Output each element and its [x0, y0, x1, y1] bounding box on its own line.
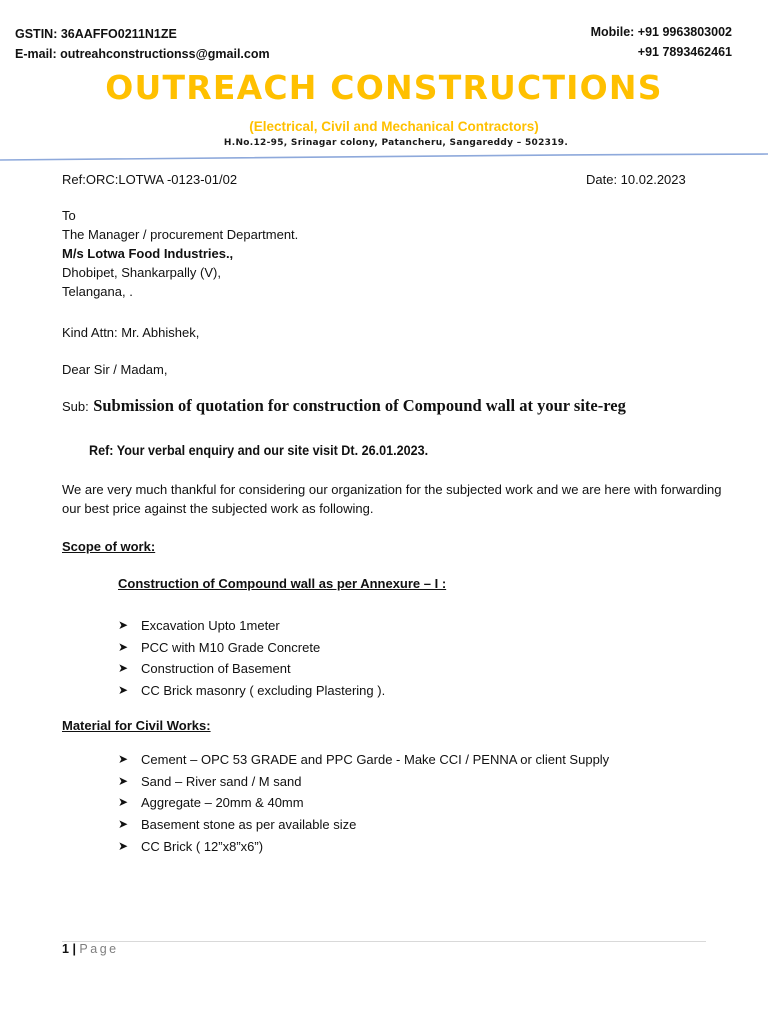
- mobile-number-1: Mobile: +91 9963803002: [590, 25, 732, 39]
- page-number: 1: [62, 942, 69, 956]
- arrowhead-bullet-icon: ➤: [118, 683, 129, 698]
- recipient-company: M/s Lotwa Food Industries.,: [62, 246, 234, 261]
- arrowhead-bullet-icon: ➤: [118, 618, 129, 632]
- to-label: To: [62, 208, 76, 223]
- arrowhead-bullet-icon: ➤: [118, 773, 129, 788]
- page-footer: [62, 942, 119, 956]
- arrowhead-bullet-icon: ➤: [118, 661, 129, 676]
- letter-date: Date: 10.02.2023: [586, 172, 686, 187]
- header-divider: [0, 150, 768, 164]
- email-address: E-mail: outreahconstructionss@gmail.com: [15, 47, 270, 61]
- list-item: ➤ Sand – River sand / M sand: [118, 771, 609, 793]
- list-item: ➤ Basement stone as per available size: [118, 814, 609, 836]
- reference-number: Ref:ORC:LOTWA -0123-01/02: [62, 172, 238, 187]
- scope-list: [118, 615, 385, 702]
- scope-subheading: Construction of Compound wall as per Annexure – I :: [118, 576, 447, 591]
- list-item: ➤ Cement – OPC 53 GRADE and PPC Garde - Make CCI / PENNA or client Supply: [118, 749, 609, 771]
- arrowhead-bullet-icon: ➤: [118, 838, 129, 853]
- recipient-address: [62, 206, 298, 301]
- subject-label: Sub:: [62, 399, 89, 414]
- gstin: GSTIN: 36AAFFO0211N1ZE: [15, 27, 177, 41]
- footer-divider: [62, 941, 706, 942]
- list-item: ➤ Excavation Upto 1meter: [118, 615, 385, 637]
- list-item: ➤ CC Brick ( 12”x8”x6”): [118, 836, 609, 858]
- recipient-department: The Manager / procurement Department.: [62, 227, 299, 242]
- arrowhead-bullet-icon: ➤: [118, 639, 129, 654]
- materials-list: [118, 749, 609, 857]
- company-address: H.No.12-95, Srinagar colony, Patancheru, Sangareddy – 502319.: [223, 138, 569, 148]
- recipient-locality: Dhobipet, Shankarpally (V),: [62, 265, 221, 280]
- kind-attention: Kind Attn: Mr. Abhishek,: [62, 325, 200, 340]
- arrowhead-bullet-icon: ➤: [118, 817, 129, 832]
- header-right: [591, 22, 732, 62]
- salutation: Dear Sir / Madam,: [62, 362, 168, 377]
- header-left: [15, 24, 270, 64]
- subject-text: Submission of quotation for construction of Compound wall at your site-reg: [93, 396, 626, 415]
- list-item: ➤ Construction of Basement: [118, 658, 385, 680]
- list-item: ➤ PCC with M10 Grade Concrete: [118, 637, 385, 659]
- mobile-number-2: +91 7893462461: [637, 45, 732, 59]
- list-item: ➤ Aggregate – 20mm & 40mm: [118, 792, 609, 814]
- page-label: Page: [79, 942, 119, 956]
- company-tagline: (Electrical, Civil and Mechanical Contractors): [249, 119, 539, 134]
- intro-paragraph: We are very much thankful for considering our organization for the subjected work and we are here with forwarding our best price against the subjected work as following.: [62, 482, 722, 516]
- arrowhead-bullet-icon: ➤: [118, 752, 129, 766]
- recipient-state: Telangana, .: [62, 284, 133, 299]
- page-separator: |: [72, 942, 76, 956]
- scope-heading: Scope of work:: [62, 539, 156, 554]
- list-item: ➤ CC Brick masonry ( excluding Plastering ).: [118, 680, 385, 702]
- enquiry-reference: Ref: Your verbal enquiry and our site visit Dt. 26.01.2023.: [89, 442, 429, 458]
- subject-line: [62, 396, 626, 416]
- materials-heading: Material for Civil Works:: [62, 718, 211, 733]
- company-name: OUTREACH CONSTRUCTIONS: [105, 68, 663, 107]
- arrowhead-bullet-icon: ➤: [118, 795, 129, 810]
